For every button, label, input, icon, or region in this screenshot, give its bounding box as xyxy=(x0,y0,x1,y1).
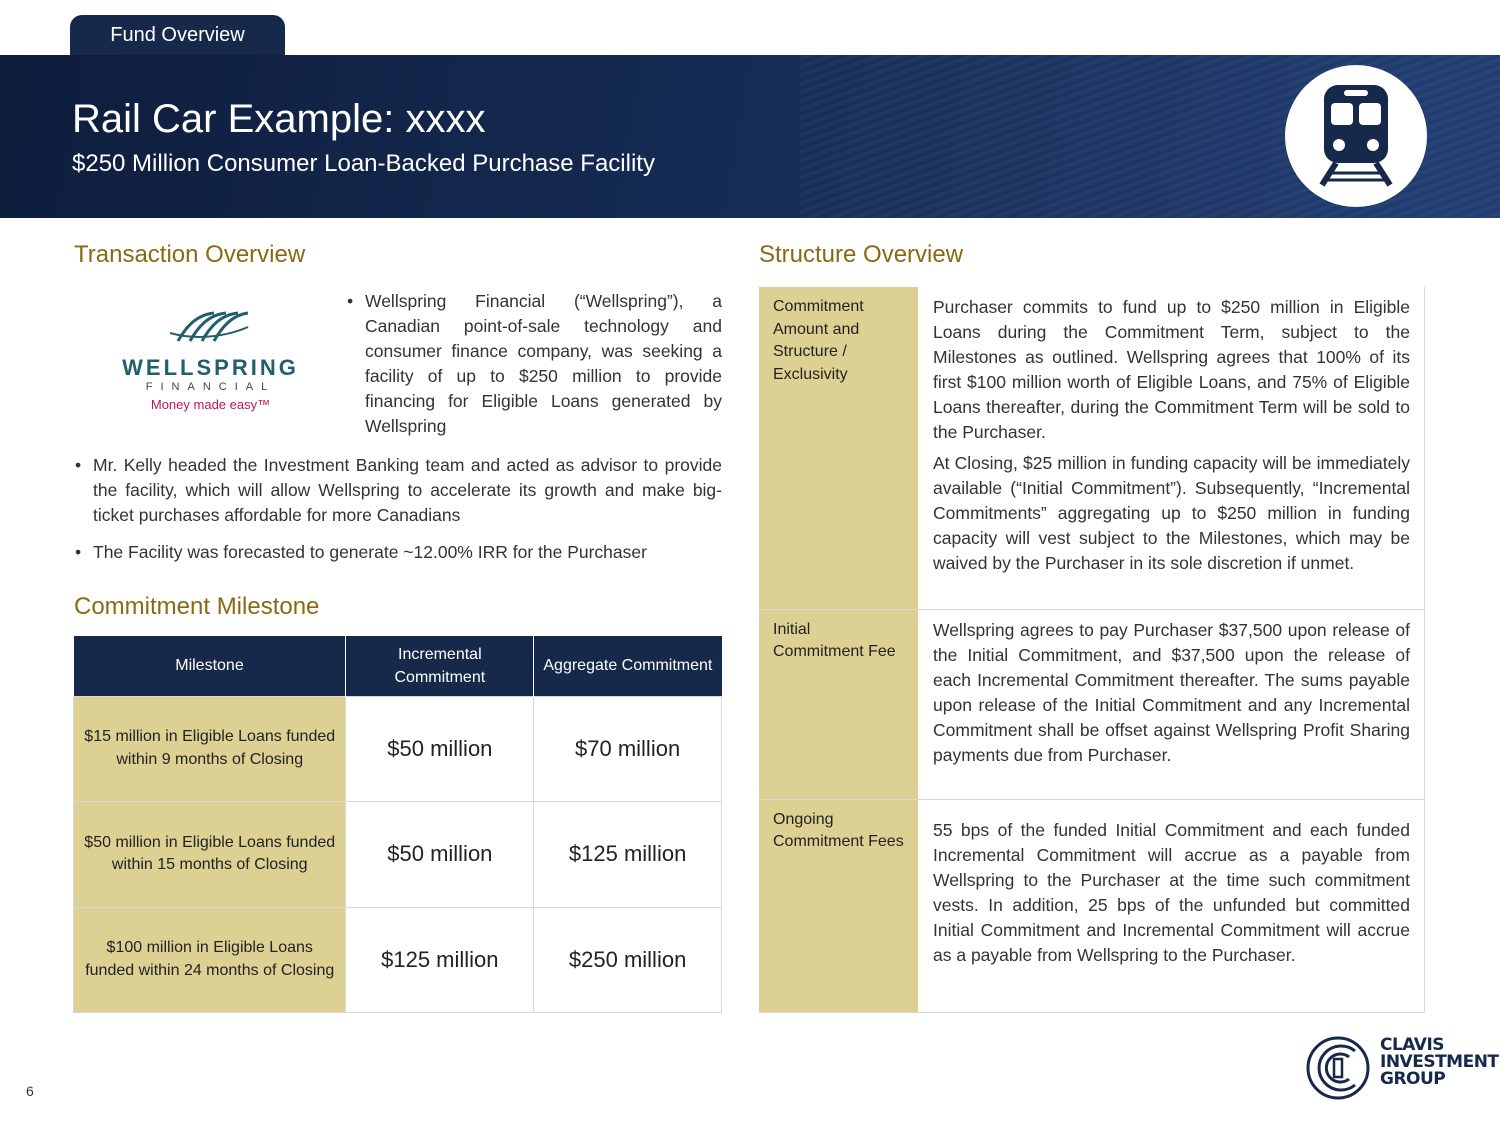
clavis-wordmark xyxy=(1380,1037,1499,1088)
aggregate-cell: $250 million xyxy=(534,907,722,1013)
structure-paragraph: Wellspring agrees to pay Purchaser $37,500 upon release of the Initial Commitment, and $37,500 upon the release of each Incremental Commitment thereafter. The sums payable upon release of the Initial Commitment and any Incremental Commitment shall be offset against Wellspring Profit Sharing payments due from Purchaser. xyxy=(933,619,1410,765)
aggregate-cell: $125 million xyxy=(534,802,722,908)
page-title: Rail Car Example: xxxx xyxy=(72,97,486,141)
structure-description xyxy=(918,609,1425,799)
transaction-bullet: • Mr. Kelly headed the Investment Banking team and acted as advisor to provide the facility, which will allow Wellspring to accelerate its growth and make big-ticket purchases affordable for more Canadians xyxy=(73,453,722,528)
structure-key: Initial Commitment Fee xyxy=(759,609,918,799)
structure-paragraph: 55 bps of the funded Initial Commitment and each funded Incremental Commitment will accrue as a payable from Wellspring to the Purchaser at the time such commitment vests. In addition, 25 bps of the unfunded but committed Initial Commitment and Incremental Commitment will accrue as a payable from Wellspring to the Purchaser. xyxy=(933,819,1410,965)
incremental-cell: $50 million xyxy=(346,802,534,908)
transaction-bullets-bottom xyxy=(73,453,722,577)
milestone-table xyxy=(73,636,722,1013)
section-tab xyxy=(70,15,285,56)
section-tab-label: Fund Overview xyxy=(110,24,245,46)
clavis-emblem-icon xyxy=(1305,1035,1371,1101)
incremental-cell: $50 million xyxy=(346,696,534,802)
transaction-bullets-top xyxy=(345,289,722,439)
incremental-cell: $125 million xyxy=(346,907,534,1013)
train-badge xyxy=(1285,65,1427,207)
structure-paragraph: At Closing, $25 million in funding capacity will be immediately available (“Initial Commitment”). Subsequently, “Incremental Commitments” aggregating up to $250 million in funding capacity will vest subject to the Milestones, which may be waived by the Purchaser in its sole discretion if unmet. xyxy=(933,453,1410,573)
milestone-cell: $100 million in Eligible Loans funded within 24 months of Closing xyxy=(74,907,346,1013)
page-number: 6 xyxy=(26,1083,34,1099)
structure-overview-heading: Structure Overview xyxy=(759,241,964,268)
brand-line: INVESTMENT xyxy=(1380,1052,1499,1072)
table-row xyxy=(74,696,722,802)
column-header: Aggregate Commitment xyxy=(534,636,722,696)
milestone-cell: $15 million in Eligible Loans funded within 9 months of Closing xyxy=(74,696,346,802)
table-row xyxy=(74,907,722,1013)
structure-key: Commitment Amount and Structure / Exclusivity xyxy=(759,287,918,609)
transaction-bullet: • The Facility was forecasted to generate ~12.00% IRR for the Purchaser xyxy=(73,540,722,565)
table-header-row xyxy=(74,636,722,696)
train-icon xyxy=(1306,81,1406,191)
structure-description xyxy=(918,799,1425,1012)
brand-line: CLAVIS xyxy=(1380,1035,1445,1055)
transaction-overview-heading: Transaction Overview xyxy=(74,241,306,268)
structure-description xyxy=(918,287,1425,609)
transaction-bullet: • Wellspring Financial (“Wellspring”), a Canadian point-of-sale technology and consumer finance company, was seeking a facility of up to $250 million to provide financing for Eligible Loans generated by Wellspring xyxy=(345,289,722,439)
clavis-logo xyxy=(1305,1035,1499,1100)
column-header: Incremental Commitment xyxy=(346,636,534,696)
logo-wordmark: WELLSPRING xyxy=(122,355,299,380)
wellspring-wave-icon xyxy=(170,309,250,345)
milestone-cell: $50 million in Eligible Loans funded within 15 months of Closing xyxy=(74,802,346,908)
commitment-milestone-heading: Commitment Milestone xyxy=(74,593,320,620)
table-row xyxy=(74,802,722,908)
column-header: Milestone xyxy=(74,636,346,696)
aggregate-cell: $70 million xyxy=(534,696,722,802)
structure-table xyxy=(759,287,1425,1013)
table-row xyxy=(759,609,1425,799)
structure-key: Ongoing Commitment Fees xyxy=(759,799,918,1012)
table-row xyxy=(759,287,1425,609)
structure-paragraph: Purchaser commits to fund up to $250 million in Eligible Loans during the Commitment Term, subject to the Milestones as outlined. Wellspring agrees that 100% of its first $100 million worth of Eligible Loans, and 75% of Eligible Loans thereafter, during the Commitment Term will be sold to the Purchaser. xyxy=(933,297,1410,442)
wellspring-logo xyxy=(108,305,313,417)
table-row xyxy=(759,799,1425,1012)
logo-subword: FINANCIAL xyxy=(145,381,276,393)
page-subtitle: $250 Million Consumer Loan-Backed Purchase Facility xyxy=(72,150,655,177)
logo-tagline: Money made easy™ xyxy=(150,397,271,412)
brand-line: GROUP xyxy=(1380,1069,1446,1089)
